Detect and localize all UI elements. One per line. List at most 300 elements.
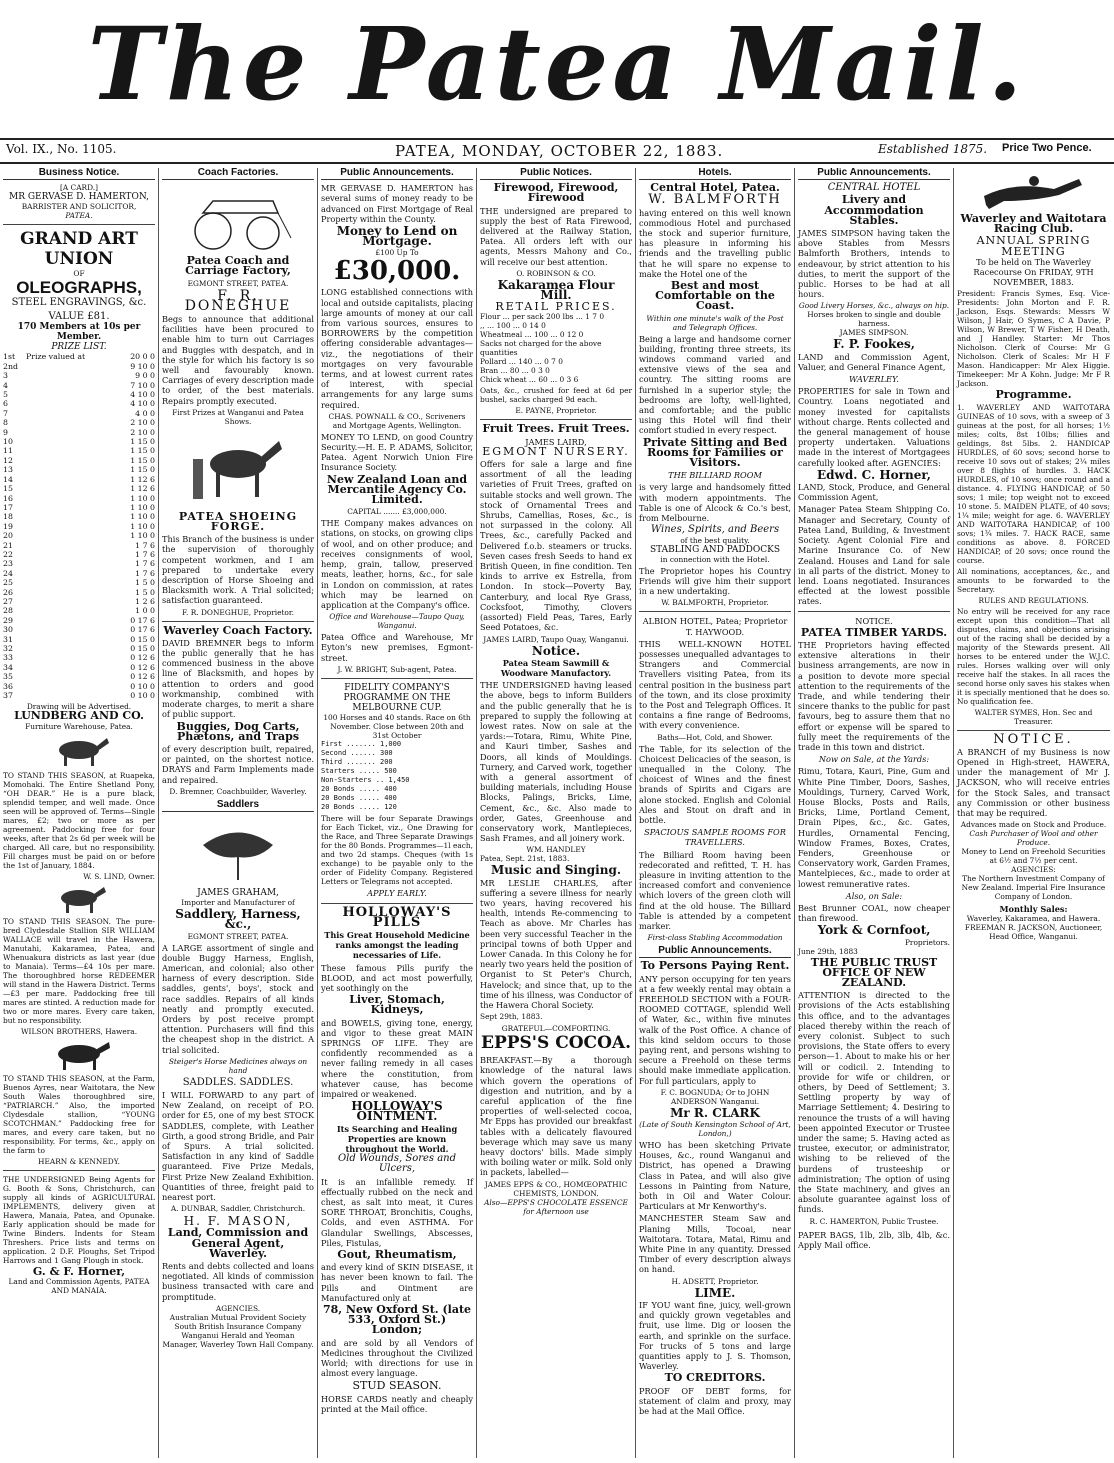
- ointment-sub: Its Searching and Healing Properties are known throughout the World.: [336, 1123, 458, 1154]
- racing-club-heading: Waverley and Waitotara Racing Club.: [960, 212, 1107, 236]
- prize-row: [3, 446, 155, 455]
- signature: Manager, Waverley Town Hall Company.: [162, 1339, 314, 1349]
- notice-heading: NOTICE.: [855, 615, 893, 626]
- timber-text-2: Rimu, Totara, Kauri, Pine, Gum and White Pine Timber, Doors, Sashes, Mouldings, Turnery, Carved Work, House Blocks, Posts and Rails, Bricks, Lime, Portland Cement, Drain Pipes, &c., &c. Gates, Hurdles, Ornamental Fencing, Window Frames, Boxes, Crates, Fenders, Greenhouse or Conservatory work, Garden Frames, Mantelpieces, &c., made to order at lowest remunerative rates.: [798, 766, 950, 889]
- prize-value: 9 10 0: [130, 361, 155, 371]
- fidelity-sub: 100 Horses and 40 stands. Race on 6th November. Close between 20th and 31st October: [323, 713, 471, 741]
- coach-text: Begs to announce that additional facilities have been procured to enable him to turn out Carriages and Buggies with despatch, and in the style for which his factory is so well and favourably known. Carriages of every description made to order, of the best materials. Repairs promptly executed.: [162, 314, 314, 406]
- horner-sub: LAND, Stock, Produce, and General Commission Agent,: [798, 482, 950, 503]
- fidelity-line: First ....... 1,000: [321, 740, 402, 749]
- prize-label: [26, 428, 117, 437]
- prize-value: 0 10 0: [130, 681, 155, 691]
- prize-label: [26, 588, 117, 597]
- prize-label: [26, 541, 117, 550]
- horner-heading: Edwd. C. Horner,: [817, 467, 931, 482]
- members-line: 170 Members at 10s per Member.: [17, 321, 141, 343]
- prize-number: 37: [3, 691, 13, 701]
- prize-value: 0 17 6: [130, 615, 155, 625]
- epps-text: BREAKFAST.—By a thorough knowledge of the natural laws which govern the operations of digestion and nutrition, and by a careful application of the fine properties of well-selected cocoa, Mr Epps has provided our breakfast tables with a delicately flavoured beverage which may save us many heavy doctors' bills. Made simply with boiling water or milk. Sold only in packets, labelled—: [480, 1055, 632, 1178]
- prize-list-heading: PRIZE LIST.: [51, 342, 107, 353]
- prize-label: [26, 484, 117, 493]
- prize-label: Prize valued at: [26, 352, 86, 362]
- art-union-of: OF: [73, 269, 85, 279]
- divider: [321, 903, 473, 904]
- pownall-text: LONG established connections with local and outside capitalists, placing large amounts of money at our call from various sources, ensures to BORROWERS by the competition offering considerable advantages—viz., the negotiations of their mortgages on very favourable terms, and at lowest current rates of interest, with special arrangements for any large sums required.: [321, 287, 473, 410]
- grateful-line: GRATEFUL—COMFORTING.: [501, 1024, 611, 1034]
- prize-label: [26, 418, 117, 427]
- prize-note: First Prizes at Wanganui and Patea Shows.: [172, 407, 304, 426]
- prize-row: [3, 682, 155, 691]
- prize-label: [26, 550, 117, 559]
- dateline: [0, 138, 1114, 164]
- central-text: having entered on this well known commodious Hotel and purchased the stock and superior furniture, has pleasure in informing his friends and the travelling public that he will spare no expense to make the Hotel one of the: [639, 207, 791, 279]
- lime-text: IF YOU want fine, juicy, well-grown and quickly grown vegetables and fruit, use lime. Dig or loosen the earth, and sprinkle on the surface. For trucks of 5 tons and large quantities apply to J. S. Thomson, Waverley.: [639, 1299, 791, 1372]
- prize-value: 7 10 0: [130, 380, 155, 390]
- signature: W. S. LIND, Owner.: [83, 871, 155, 881]
- monthly-sales-heading: Monthly Sales:: [999, 904, 1068, 915]
- firewood-heading: Firewood, Firewood, Firewood: [493, 181, 619, 205]
- price-line: Flour ... per sack 200 lbs ... 1 7 0: [480, 312, 605, 322]
- prize-value: 1 0 0: [135, 606, 155, 616]
- central-text-2: Being a large and handsome corner building, fronting three streets, its windows command varied and extensive views of the sea and country. The sitting rooms are furnished in a superior style; the bedrooms are lofty, well-lighted, and comfortable; and the public using this Hotel will find their comfort studied in every respect.: [639, 333, 791, 436]
- cash-line: Cash Purchaser of Wool and other Produce.: [969, 829, 1098, 848]
- prize-number: 13: [3, 465, 13, 475]
- horner-text: Manager Patea Steam Shipping Co. Manager and Secretary, County of Patea Land, Building, & Investment Society. Agent Colonial Fire and Marine Insurance Co. of New Zealand. Houses and Land for sale in all parts of the district. Money to lend. Loans negotiated. Insurances effected at the lowest possible rates.: [798, 504, 950, 607]
- prize-label: [26, 475, 117, 484]
- retail-heading: RETAIL PRICES.: [495, 300, 617, 314]
- agencies-heading: AGENCIES:: [1011, 865, 1056, 875]
- issue-date: PATEA, MONDAY, OCTOBER 22, 1883.: [395, 142, 724, 160]
- prize-number: 27: [3, 596, 13, 606]
- apply-early: APPLY EARLY.: [367, 888, 427, 899]
- divider: [162, 621, 314, 622]
- prize-number: 34: [3, 662, 13, 672]
- advertiser-town: PATEA.: [65, 211, 93, 221]
- signature: D. Bremner, Coachbuilder, Waverley.: [169, 786, 307, 796]
- prize-value: 2 10 0: [130, 418, 155, 428]
- prize-number: 26: [3, 587, 13, 597]
- ointment-text-3: and are sold by all Vendors of Medicines throughout the Civilized World; with directions for use in almost every language.: [321, 1337, 473, 1379]
- prize-row: [3, 418, 155, 427]
- prize-label: [26, 559, 117, 568]
- divider: [798, 611, 950, 612]
- signature: E. PAYNE, Proprietor.: [515, 406, 597, 416]
- prize-value: 4 10 0: [130, 399, 155, 409]
- newspaper-title: The Patea Mail.: [87, 5, 1027, 123]
- bremner-text: DAVID BREMNER begs to inform the public generally that he has commenced business in the above line of Blacksmith, and hopes by attention to orders and good workmanship, combined with moderate charges, to merit a share of public support.: [162, 637, 314, 720]
- signature: F. R. DONEGHUE, Proprietor.: [182, 607, 294, 617]
- column-notices: [477, 168, 636, 1458]
- price-line: Sacks not charged for the above quantities: [480, 339, 602, 358]
- price-line: Wheatmeal ... 100 ... 0 12 0: [480, 330, 584, 340]
- prize-value: 1 10 0: [130, 502, 155, 512]
- prize-value: 0 17 6: [130, 625, 155, 635]
- prize-label: [26, 663, 117, 672]
- spring-meeting-heading: ANNUAL SPRING MEETING: [976, 234, 1091, 258]
- agencies-list: The Northern Investment Company of New Zealand. Imperial Fire Insurance Company of London.: [961, 874, 1106, 902]
- fidelity-heading: FIDELITY COMPANY'S PROGRAMME ON THE MELBOURNE CUP.: [343, 682, 451, 714]
- within-line: Within one minute's walk of the Post and Telegraph Offices.: [646, 313, 784, 332]
- column-coach: [159, 168, 318, 1458]
- baths-line: Baths—Hot, Cold, and Shower.: [657, 732, 773, 742]
- holloway-text: These famous Pills purify the BLOOD, and act most powerfully, yet soothingly on the: [321, 962, 473, 993]
- prize-number: 25: [3, 578, 13, 588]
- holloway-sub: This Great Household Medicine ranks amongst the leading necessaries of Life.: [324, 929, 470, 961]
- signature: JAMES EPPS & CO., HOMŒOPATHIC CHEMISTS, LONDON.: [484, 1179, 628, 1198]
- card-label: [A CARD.]: [59, 183, 99, 193]
- graham-street: EGMONT STREET, PATEA.: [187, 931, 289, 941]
- billiard-text: is very large and handsomely fitted with modern appointments. The Table is one of Alcock & Co.'s best, from Melbourne.: [639, 482, 791, 524]
- fidelity-line: Third ....... 200: [321, 758, 393, 767]
- agencies-heading: AGENCIES.: [215, 1303, 261, 1313]
- hamerton-text: MR GERVASE D. HAMERTON has several sums of money ready to be advanced on First Mortgage of Real Property within the County.: [321, 183, 473, 224]
- money-heading: Money to Lend on Mortgage.: [336, 224, 458, 249]
- column-hotels: [636, 168, 795, 1458]
- prize-row: [3, 465, 155, 474]
- prize-label: [26, 381, 117, 390]
- lime-heading: LIME.: [694, 1285, 736, 1300]
- signature: WILSON BROTHERS, Hawera.: [20, 1026, 138, 1036]
- prize-number: 2nd: [3, 361, 18, 371]
- prize-value: 2 10 0: [130, 427, 155, 437]
- prize-label: [26, 362, 117, 371]
- fookes-heading: F. P. Fookes,: [833, 337, 915, 352]
- prize-number: 6: [3, 399, 8, 409]
- proprietor-text: The Proprietor hopes his Country Friends will give him their support in a new undertaking.: [639, 565, 791, 597]
- column-heading: Public Announcements.: [798, 168, 950, 180]
- column-announcements-2: [795, 168, 954, 1458]
- sawmill-text: MANCHESTER Steam Saw and Planing Mills, Tocoai, near Waitotara. Totara, Matai, Rimu and White Pine in any quantity. Dressed Timber of every description always on hand.: [639, 1213, 791, 1275]
- prize-label: [26, 494, 117, 503]
- prize-row: [3, 550, 155, 559]
- patea-office-text: Patea Office and Warehouse, Mr Eyton's new premises, Egmont-street.: [321, 632, 473, 663]
- engravings-line: STEEL ENGRAVINGS, &c.: [11, 297, 147, 309]
- prize-number: 7: [3, 408, 8, 418]
- prize-number: 33: [3, 653, 13, 663]
- prize-number: 19: [3, 521, 13, 531]
- prize-value: 0 15 0: [130, 634, 155, 644]
- signature: F. C. BOGNUDA; Or to JOHN ANDERSON Wanganui.: [660, 1087, 770, 1106]
- coach-factory-heading: Patea Coach and Carriage Factory,: [185, 254, 291, 278]
- prize-row: [3, 352, 155, 361]
- creditors-heading: TO CREDITORS.: [664, 1371, 766, 1385]
- fidelity-line: 20 Bonds ..... 120: [321, 803, 397, 812]
- york-heading: York & Cornfoot,: [817, 923, 931, 938]
- creditors-text: PROOF OF DEBT forms, for statement of claim and proxy, may be had at the Mail Office.: [639, 1385, 791, 1416]
- fidelity-line: Second ...... 300: [321, 749, 393, 758]
- laird-name: JAMES LAIRD,: [525, 436, 587, 447]
- central-hotel-heading: Central Hotel, Patea.: [650, 181, 780, 195]
- prize-row: [3, 569, 155, 578]
- price-line: Pollard ... 140 ... 0 7 0: [480, 357, 563, 367]
- prize-label: [26, 644, 117, 653]
- jackson-text: A BRANCH of my Business is now Opened in High-street, HAWERA, under the management of Mr J. JACKSON, who will receive entries for the Stock Sales, and transact any Commission or other business that may be required.: [957, 746, 1110, 819]
- doneghue-name: F. R. DONEGHUE: [184, 287, 292, 314]
- prize-label: [26, 606, 117, 615]
- capital-line: CAPITAL ....... £3,000,000.: [347, 507, 447, 517]
- prize-value: 4 0 0: [135, 408, 155, 418]
- horner-sub: Land and Commission Agents, PATEA AND MANAIA.: [8, 1276, 150, 1295]
- nz-loan-heading: New Zealand Loan and Mercantile Agency Co. Limited.: [326, 472, 468, 507]
- prize-value: 1 10 0: [130, 531, 155, 541]
- fidelity-line: 20 Bonds ..... 400: [321, 785, 397, 794]
- prize-number: 11: [3, 446, 13, 456]
- stud-text: HORSE CARDS neatly and cheaply printed at the Mail office.: [321, 1393, 473, 1414]
- signature: FREEMAN R. JACKSON, Auctioneer, Head Office, Wanganui.: [964, 923, 1103, 942]
- prize-label: [26, 399, 117, 408]
- oleographs-heading: OLEOGRAPHS,: [16, 278, 142, 298]
- public-trust-heading: THE PUBLIC TRUST OFFICE OF NEW ZEALAND.: [810, 955, 938, 990]
- divider: [3, 1170, 155, 1171]
- prize-label: [26, 569, 117, 578]
- fidelity-text: There will be four Separate Drawings for Each Ticket, viz., One Drawing for the Race, and Three Separate Drawings for the 80 Bonds. Programmes—1l each, and two 2d stamps. Cheques (with 1s exchange) to be payable only to the order of Fidelity Company. Registered Letters or Telegrams not accepted.: [321, 814, 473, 887]
- flour-mill-heading: Kakaramea Flour Mill.: [497, 277, 615, 303]
- divider: [480, 419, 632, 420]
- prize-row: [3, 484, 155, 493]
- prize-label: [26, 437, 117, 446]
- prize-label: [26, 465, 117, 474]
- prize-number: 28: [3, 606, 13, 616]
- prize-row: [3, 399, 155, 408]
- oats-note: Oats, &c., crushed for feed at 6d per bushel, sacks charged 9d each.: [480, 386, 632, 405]
- prize-number: 30: [3, 625, 13, 635]
- holloway-pills-heading: HOLLOWAY'S PILLS: [342, 904, 452, 930]
- divider: [957, 730, 1110, 731]
- wines-heading: Wines, Spirits, and Beers: [650, 524, 780, 536]
- prize-number: 18: [3, 512, 13, 522]
- wines-sub: of the best quality.: [680, 535, 750, 545]
- nursery-text: Offers for sale a large and fine assortment of all the leading varieties of Fruit Trees, grafted on suitable stocks and well grown. The stock of Ornamental Trees and Shrubs, Camellias, Roses, &c., is not surpassed in the colony. All Trees, &c., carefully Packed and Delivered f.o.b. steamers or trucks. Seven cases fresh Seeds to hand ex British Queen, in fine condition. Ten kinds to arrive ex Estrella, from London. In stock—Poverty Bay, Canterbury, and local Rye Grass, Cocksfoot, Timothy, Clovers (assorted) Field Peas, Tares, Early Seed Potatoes, &c.: [480, 459, 632, 633]
- fidelity-line: Non-Starters .. 1,450: [321, 776, 410, 785]
- ointment-heading: HOLLOWAY'S OINTMENT.: [351, 1099, 443, 1124]
- office-line: Office and Warehouse—Taupo Quay, Wanganui.: [329, 612, 465, 631]
- fruit-trees-heading: Fruit Trees. Fruit Trees.: [482, 422, 630, 436]
- fidelity-line: Starters ..... 500: [321, 767, 397, 776]
- amount-small: £100 Up To: [375, 248, 419, 258]
- fidelity-lines: [321, 740, 473, 812]
- buggies-heading: Buggies, Dog Carts, Phætons, and Traps: [176, 719, 300, 743]
- held-line: To be held on The Waverley Racecourse On FRIDAY, 9TH NOVEMBER, 1883.: [973, 256, 1094, 288]
- sale-heading: Now on Sale, at the Yards:: [818, 754, 930, 765]
- prize-value: 1 7 6: [135, 549, 155, 559]
- prize-row: [3, 663, 155, 672]
- sawmill-heading: Patea Steam Sawmill & Woodware Manufactory.: [500, 657, 612, 678]
- monthly-sales-sub: Waverley, Kakaramea, and Hawera.: [966, 914, 1101, 924]
- prize-row: [3, 531, 155, 540]
- prize-row: [3, 541, 155, 550]
- graham-sub: Importer and Manufacturer of: [181, 898, 295, 908]
- columns: [0, 168, 1114, 1458]
- chocolate-note: Also—EPPS'S CHOCOLATE ESSENCE for Afternoon use: [484, 1197, 628, 1216]
- saddlery-heading: Saddlery, Harness, &c.,: [175, 907, 301, 932]
- music-heading: Music and Singing.: [490, 863, 622, 878]
- saddles-heading: SADDLES. SADDLES.: [182, 1076, 294, 1088]
- column-heading: Coach Factories.: [162, 168, 314, 180]
- livery-heading: Livery and Accommodation Stables.: [824, 193, 924, 227]
- amount-large: £30,000.: [333, 256, 461, 287]
- prize-label: [26, 503, 117, 512]
- prize-number: 8: [3, 418, 8, 428]
- column-racing: [954, 168, 1113, 1458]
- mason-sub: Land, Commission and General Agent, Waverley.: [167, 1226, 309, 1260]
- prize-value: 1 2 6: [135, 596, 155, 606]
- volume-number: Vol. IX., No. 1105.: [6, 142, 117, 156]
- prize-row: [3, 672, 155, 681]
- prize-label: [26, 682, 117, 691]
- prize-row: [3, 371, 155, 380]
- prize-value: 1 10 0: [130, 512, 155, 522]
- signature: A. DUNBAR, Saddler, Christchurch.: [170, 1204, 306, 1214]
- prize-label: [26, 531, 117, 540]
- rent-heading: To Persons Paying Rent.: [640, 959, 790, 973]
- prize-row: [3, 437, 155, 446]
- lundberg-sub: Furniture Warehouse, Patea.: [25, 721, 133, 731]
- prize-label: [26, 597, 117, 606]
- prize-number: 9: [3, 427, 8, 437]
- bremner-text-2: of every description built, repaired, or painted, on the shortest notice. DRAYS and Farm Implements made and repaired.: [162, 743, 314, 785]
- price: Price Two Pence.: [1002, 142, 1092, 154]
- fookes-text: PROPERTIES for sale in Town and Country. Loans negotiated and money invested for capitalists without charge. Rents collected and the general management of house property undertaken. Valuations made in the interest of Mortgagees carefully looked after. AGENCIES:: [798, 386, 950, 468]
- officers-text: President: Francis Symes, Esq. Vice-Presidents: John Morton and F. R. Jackson, Esqs. Stewards: Messrs W Wilson, J Hair, O Symes, C A Davie, P Wilson, W Brewer, T W Fisher, H Death, and J Handley. Starter: Mr Thos Nicholson. Clerk of Course: Mr G Nicholson. Clerk of Scales: Mr H F Mason. Handicapper: Mr Alex Higgie. Timekeeper: Mr A Kohn. Judge: Mr F R Jackson.: [957, 289, 1110, 389]
- prize-row: [3, 691, 155, 700]
- graham-text: A LARGE assortment of single and double Buggy Harness, English, American, and colonial; also other harness of every description. Side saddles, gents', boys', stock and race saddles. Repairs of all kinds neatly and promptly executed. Orders by post receive prompt attention. Purchasers will find this the cheapest shop in the district. A trial solicited.: [162, 942, 314, 1055]
- simpson-text: JAMES SIMPSON having taken the above Stables from Messrs Balmforth Brothers, intends to endeavour, by strict attention to his duties, to merit the support of the public. Horses to be had at all hours.: [798, 228, 950, 300]
- prize-label: [26, 616, 117, 625]
- prize-row: [3, 578, 155, 587]
- prize-number: 35: [3, 672, 13, 682]
- stabling-note: First-class Stabling Accommodation: [647, 933, 783, 943]
- sample-rooms: SPACIOUS SAMPLE ROOMS FOR TRAVELLERS.: [644, 827, 786, 848]
- prize-number: 17: [3, 502, 13, 512]
- prize-row: [3, 362, 155, 371]
- date-line: June 29th, 1883: [798, 946, 858, 956]
- music-text: MR LESLIE CHARLES, after suffering a severe illness for nearly two years, having recovered his health, intends Re-commencing to Teach as above. Mr Charles has been very successful Teacher in the principal towns of both Upper and Lower Canada. In this Colony he for nearly two years held the position of Organist to St Peter's Church, Havelock; and since that, up to the time of his illness, was Conductor of the Hawera Choral Society.: [480, 877, 632, 1010]
- prize-value: 1 5 0: [135, 578, 155, 588]
- column-heading: Public Announcements.: [321, 168, 473, 180]
- column-heading: Public Notices.: [480, 168, 632, 180]
- prize-value: 1 15 0: [130, 437, 155, 447]
- prize-row: [3, 409, 155, 418]
- value-line: VALUE £81.: [48, 310, 110, 322]
- prize-label: [26, 371, 117, 380]
- prize-row: [3, 616, 155, 625]
- art-union-heading: GRAND ART UNION: [20, 229, 138, 270]
- prize-label: [26, 446, 117, 455]
- balmforth-name: W. BALMFORTH: [648, 192, 782, 208]
- albion-text: THIS WELL-KNOWN HOTEL possesses unequalled advantages to Strangers and Commercial Travellers visiting Patea, from its central position in the business part of the town, and its close proximity to the Post and Telegraph Offices. It contains a fine range of Bedrooms, with every convenience.: [639, 638, 791, 731]
- steiger-note: Steiger's Horse Medicines always on hand: [168, 1056, 308, 1075]
- stud-heading: STUD SEASON.: [352, 1379, 442, 1393]
- coach-street: EGMONT STREET, PATEA.: [187, 278, 289, 288]
- clark-heading: Mr R. CLARK: [670, 1105, 760, 1120]
- signature: W. BALMFORTH, Proprietor.: [661, 598, 769, 608]
- masthead: [0, 0, 1114, 128]
- fookes-sub: LAND and Commission Agent, Valuer, and General Finance Agent,: [798, 351, 950, 372]
- prize-value: 1 15 0: [130, 446, 155, 456]
- albion-heading: ALBION HOTEL, Patea; Proprietor T. HAYWOOD.: [642, 616, 788, 637]
- waverley-line: WAVERLEY.: [849, 374, 899, 385]
- prize-row: [3, 644, 155, 653]
- horse-illustration: [44, 884, 114, 914]
- albion-text-2: The Table, for its selection of the Choicest Delicacies of the season, is unequalled in the Colony. The choicest of Wines and the finest brands of Spirits and Cigars are alone stocked. English and Colonial Ales and Stout on draft and in bottle.: [639, 743, 791, 825]
- prize-label: [26, 578, 117, 587]
- prize-value: 1 7 6: [135, 559, 155, 569]
- prize-row: [3, 606, 155, 615]
- public-trust-text: ATTENTION is directed to the provisions of the Acts establishing this office, and to the advantages placed thereby within the reach of every colonist. Subject to such provisions, the State offers to every person—1. About to make his or her will or codicil. 2. Intending to provide for wife or children, or others, by Deed of Settlement; 3. Settling property by way of Marriage Settlement; 4. Desiring to renounce the trusts of a will having been appointed Executor or Trustee under the same; 5. Having acted as trustee, executor, or administrator, wishing to be relieved of the burdens of trusteeship or administration; The option of using the State machinery, and gives an absolute guarantee against loss of funds.: [798, 990, 950, 1215]
- booth-notice: THE UNDERSIGNED Being Agents for G. Booth & Sons, Christchurch, can supply all kinds of AGRICULTURAL IMPLEMENTS, delivery given at Hawera, Manaia, Patea, and Opunake. Early application should be made for Twine Binders. Indents for Steam Threshers. Price lists and terms on application. 2 D.F. Ploughs, Set Tripod Harrows and 1 Gang Plough in stock.: [3, 1174, 155, 1265]
- prize-row: [3, 559, 155, 568]
- prize-number: 20: [3, 531, 13, 541]
- rules-heading: RULES AND REGULATIONS.: [978, 595, 1089, 605]
- advertiser-role: BARRISTER AND SOLICITOR,: [21, 202, 137, 212]
- horses-broken: Horses broken to single and double harness.: [807, 310, 941, 329]
- coal-text: Best Brunner COAL, now cheaper than firewood.: [798, 903, 950, 924]
- signature: HEARN & KENNEDY.: [38, 1156, 120, 1166]
- albion-text-3: The Billiard Room having been redecorated and refitted, T. H. has pleasure in inviting attention to the increased comfort and convenience which lovers of the green cloth will find at the old house. The Billiard Table is attended by a competent marker.: [639, 849, 791, 931]
- prize-value: 4 10 0: [130, 390, 155, 400]
- advertiser-name: MR GERVASE D. HAMERTON,: [9, 192, 149, 203]
- prize-number: 21: [3, 540, 13, 550]
- billiard-heading: THE BILLIARD ROOM: [668, 470, 762, 481]
- gout-heading: Gout, Rheumatism,: [337, 1248, 457, 1262]
- stabling-heading: STABLING AND PADDOCKS: [649, 544, 780, 555]
- prize-row: [3, 475, 155, 484]
- signature: J. W. BRIGHT, Sub-agent, Patea.: [337, 664, 457, 674]
- horse-illustration: [39, 734, 119, 768]
- races-text: 1. WAVERLEY AND WAITOTARA GUINEAS of 10 sovs, with a sweep of 3 guineas at the post, for all horses; 1½ miles; colts, 8st 10lbs; fillies and geldings, 8st 5lbs. 2. HANDICAP HURDLES, of 60 sovs; second horse to receive 10 sovs out of stakes; 2¼ miles over 8 flights of hurdles. 3. HACK HURDLES, of 10 sovs; once round and a distance. 4. FLYING HANDICAP, of 50 sovs; 1 mile; top weight not to exceed 10 stone. 5. MAIDEN PLATE, of 40 sovs; 1¼ mile; weight for age. 6. WAVERLEY AND WAITOTARA HANDICAP, of 100 sovs; 1¾ miles. 7. HACK RACE, same conditions as above. 8. FORCED HANDICAP, of 20 sovs; once round the course.: [957, 402, 1110, 565]
- prize-value: 1 5 0: [135, 587, 155, 597]
- prize-label: [26, 522, 117, 531]
- prize-row: [3, 625, 155, 634]
- prize-row: [3, 522, 155, 531]
- stabling-sub: in connection with the Hotel.: [660, 554, 770, 564]
- private-rooms-heading: Private Sitting and Bed Rooms for Families or Visitors.: [642, 435, 788, 470]
- prize-table: [3, 352, 155, 700]
- prize-number: 14: [3, 474, 13, 484]
- prize-value: 0 12 6: [130, 653, 155, 663]
- prize-number: 32: [3, 644, 13, 654]
- stand-notice-pony: TO STAND THIS SEASON, at Ruapeka, Momohaki. The Entire Shetland Pony, “OH DEAR.” He is a pure black, splendid temper, and well made. Once seen will be approved of. Terms—Single mares, £2; two or more as per agreement. Paddocking free for four weeks, after that 2s 6d per week will be charged. All care, but no responsibility. Fill charges must be paid on or before the 1st of January, 1884.: [3, 770, 155, 870]
- signature: WALTER SYMES, Hon. Sec and Treasurer.: [974, 707, 1093, 726]
- prize-number: 31: [3, 634, 13, 644]
- shoeing-forge-heading: PATEA SHOEING FORGE.: [178, 509, 298, 534]
- prize-value: 0 12 6: [130, 672, 155, 682]
- notice-heading: NOTICE.: [993, 731, 1074, 747]
- carriage-illustration: [183, 183, 293, 253]
- advances-line: Advances made on Stock and Produce.: [960, 820, 1107, 830]
- established-year: Established 1875.: [878, 142, 988, 156]
- column-heading: Business Notice.: [3, 168, 155, 180]
- waverley-coach-heading: Waverley Coach Factory.: [163, 623, 313, 637]
- prize-number: 10: [3, 437, 13, 447]
- mason-name: H. F. MASON,: [183, 1214, 293, 1229]
- divider: [321, 678, 473, 679]
- money-line: Money to Lend on Freehold Securities at 6½ and 7½ per cent.: [961, 847, 1106, 866]
- prize-value: 1 15 0: [130, 455, 155, 465]
- prize-label: [26, 512, 117, 521]
- public-announcements-heading: Public Announcements.: [639, 946, 791, 958]
- date-line: Sept 29th, 1883.: [480, 1012, 543, 1022]
- prize-number: 36: [3, 681, 13, 691]
- prize-row: [3, 597, 155, 606]
- signature: CHAS. POWNALL & CO., Scriveners and Mortgage Agents, Wellington.: [328, 411, 466, 430]
- rent-text: ANY person occupying for ten years at a few weekly rental may obtain a FREEHOLD SECTION with a FOUR-ROOMED COTTAGE, splendid Well of Water, &c., within five minutes walk of the Post Office. A chance of this kind seldom occurs to those paying rent, and persons wishing to secure a Freehold on these terms should make immediate application. For full particulars, apply to: [639, 973, 791, 1086]
- adams-text: MONEY TO LEND, on good Country Security.—H. E. P. ADAMS, Solicitor, Patea. Agent Norwich Union Fire Insurance Society.: [321, 431, 473, 473]
- prize-number: 4: [3, 380, 8, 390]
- prize-row: [3, 494, 155, 503]
- timber-yards-heading: PATEA TIMBER YARDS.: [800, 625, 948, 639]
- mason-text: Rents and debts collected and loans negotiated. All kinds of commission business transacted with care and promptitude.: [162, 1261, 314, 1302]
